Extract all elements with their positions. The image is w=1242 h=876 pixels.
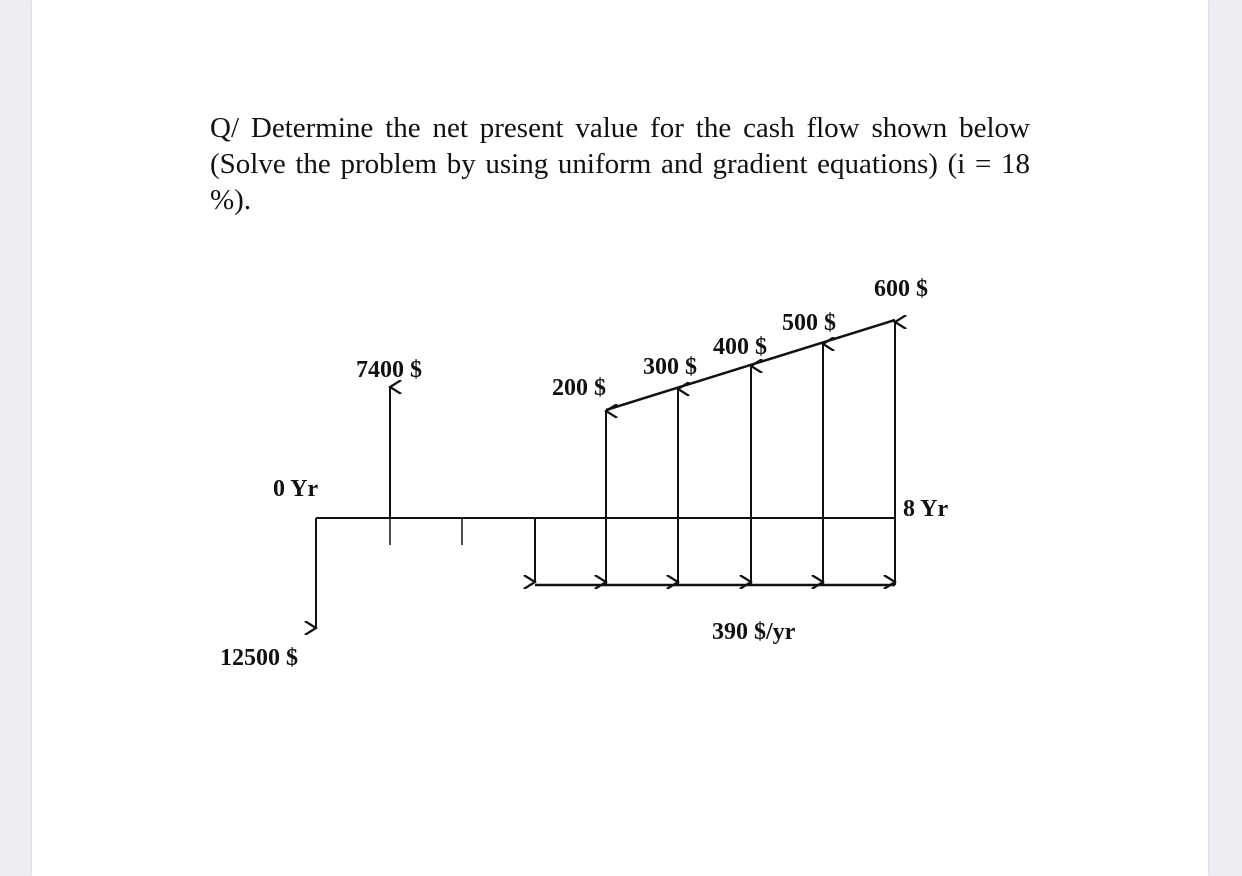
gradient-label-400: 400 $ bbox=[713, 334, 767, 360]
gradient-label-600: 600 $ bbox=[874, 276, 928, 302]
initial-cost-label: 12500 $ bbox=[220, 645, 298, 671]
single-income-label: 7400 $ bbox=[356, 357, 422, 383]
question-text: Q/ Determine the net present value for the cash flow shown below (Solve the problem by using uniform and gradient equations) (i = 18 %). bbox=[210, 112, 1030, 216]
gradient-label-300: 300 $ bbox=[643, 354, 697, 380]
year-ticks bbox=[390, 518, 462, 545]
uniform-cost-label: 390 $/yr bbox=[712, 619, 796, 645]
gradient-label-200: 200 $ bbox=[552, 375, 606, 401]
end-year-label: 8 Yr bbox=[903, 496, 949, 522]
uniform-cost-arrows bbox=[535, 518, 895, 582]
start-year-label: 0 Yr bbox=[273, 476, 319, 502]
gradient-label-500: 500 $ bbox=[782, 310, 836, 336]
